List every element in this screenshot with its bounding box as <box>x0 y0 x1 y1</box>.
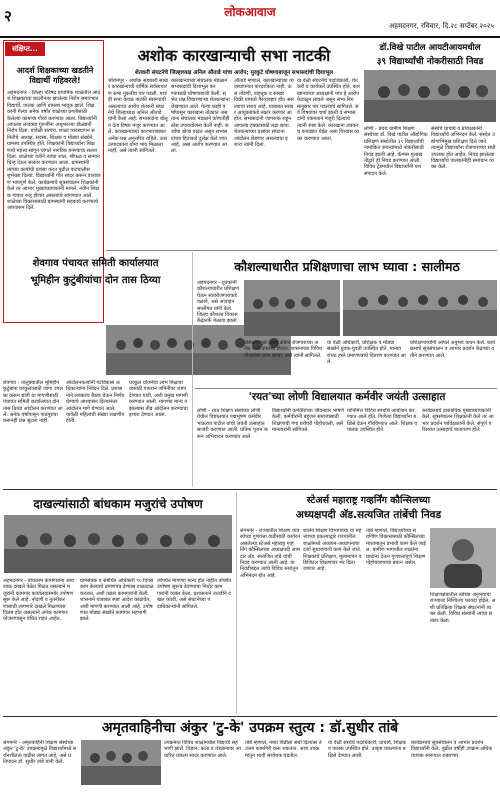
sanshipt-body: अहमदनगर - जिल्हा परिषद प्राथमिक शाळेतील आदर्श शिक्षकाच्या बदलीनंतर झालेल्या निरोप समारंभात विद्यार्थी, पालक आणि ग्रामस्थ भावूक झाले. शिक्षकांनी गेल्या अनेक वर्षांत शाळेच्या प्रगतीसाठी केलेल्या कामाचा गौरव करण्यात आला. विद्यार्थ्यांनी आपल्या लाडक्या गुरुजींना अश्रूभरल्या डोळ्यांनी निरोप दिला. यावेळी सरपंच, शाळा व्यवस्थापन समितीचे अध्यक्ष, सदस्य, शिक्षक व मोठ्या संख्येने ग्रामस्थ उपस्थित होते. शिक्षकांनी विद्यार्थ्यांना शिक्षणाचे महत्त्व सांगून चांगले नागरिक बनण्याचा सल्ला दिला. शाळेच्या वतीने त्यांचा शाल, श्रीफळ व सन्मानचिन्ह देऊन सत्कार करण्यात आला. ग्रामस्थांनी त्यांच्या कार्याची प्रशंसा करत पुढील वाटचालीस शुभेच्छा दिल्या. विद्यार्थ्यांनी गीत सादर करून वातावरण भावपूर्ण केले. कार्यक्रमाचे सूत्रसंचालन शिक्षकांनी केले तर आभार मुख्याध्यापकांनी मानले. नवीन शिक्षक गावात रुजू होणार असल्याचे सांगण्यात आले. शाळेच्या विकासासाठी ग्रामस्थांनी सहकार्य करण्याचे आश्वासन दिले. <box>7 90 101 212</box>
shevgaon-column-2: आंदोलनकर्त्यांनी गटविकास अधिकाऱ्यांना निवेदन दिले. प्रशासनाने लवकरच बैठक घेऊन निर्णय घेण्याचे आश्वासन दिल्यानंतर आंदोलन मागे घेण्यात आले. यावेळी महिलांची संख्या लक्षणीय होती. <box>66 380 125 425</box>
ashok-subhead: शेतकरी संघटनेचे जिल्हाध्यक्ष अनिल औताडे यांचा आरोप; मुरकुटे घोषणाबाजून सभासदांची दिशाभूल <box>135 70 333 76</box>
stars-headline-line1: स्टेअर्स महाराष्ट्र गव्हर्निंग कौन्सिलच्या <box>306 495 431 506</box>
kaushalya-column-3: या वेळी अधिकारी, प्रशिक्षक व मोठ्या संख्येने युवक-युवती उपस्थित होते. मान्यवरांच्या हस्ते प्रमाणपत्रांचे वितरण करण्यात आले. <box>327 340 406 366</box>
kaushalya-photo-2 <box>343 280 497 336</box>
raut-column-2: विद्यार्थ्यांनी कर्मवीरांच्या जीवनावर भाषणे केली. कर्मवीरांनी बहुजन समाजासाठी शिक्षणाची गंगा घरोघरी पोहोचवली, असे मान्यवरांनी सांगितले. <box>272 408 344 434</box>
ashok-column-1: श्रीरामपूर - अशोक सहकारी साखर कारखान्याची वार्षिक सर्वसाधारण सभा नुकतीच पार पडली. मात्र ही सभा केवळ नाटकी स्वरूपाची असल्याचा आरोप शेतकरी संघटनेचे जिल्हाध्यक्ष अनिल औताडे यांनी केला आहे. सभासदांना बोलू न देता विषय मंजूर करण्यात आले. कारखान्याच्या कारभाराबाबत अनेक प्रश्न अनुत्तरित राहिले. ऊस उत्पादकांना योग्य भाव मिळाला नाही, असे त्यांनी सांगितले. <box>108 78 168 155</box>
amrut-photo <box>81 740 161 785</box>
dakhlya-photo <box>4 515 232 573</box>
amrut-column-1: संगमनेर - अमृतवाहिनी शिक्षण संस्थेच्या अंकुर 'टु-के' उपक्रमामुळे विद्यार्थ्यांमध्ये सर्जनशीलता वाढीस लागत आहे, असे प्रतिपादन डॉ. सुधीर तांबे यांनी केले. <box>3 740 77 766</box>
stars-column-4: शिक्षणक्षेत्रातील त्यांच्या अनुभवाचा राज्याला निश्चितच फायदा होईल, अशी प्रतिक्रिया शिक्षक संघटनांनी व्यक्त केली. विविध संस्थांनी त्यांचा सत्कार केला. <box>430 592 496 624</box>
kaushalya-column-2: प्रशिक्षणामुळे उद्योग क्षेत्रात रोजगाराच्या अनेक संधी उपलब्ध होतात. शासनाच्या विविध योजनांचा लाभ घ्यावा, असे त्यांनी सांगितले. <box>244 340 323 359</box>
dakhlya-headline: दाखल्यांसाठी बांधकाम मजुरांचे उपोषण <box>33 497 203 511</box>
shevgaon-column-3: घरकुल योजनेचा लाभ मिळावा यासाठी गायरान जमिनीवर जागा देण्यात यावी, अशी प्रमुख मागणी करण्यात आली. मागण्या मान्य न झाल्यास तीव्र आंदोलन करण्याचा इशारा देण्यात आला. <box>129 380 188 419</box>
ashok-column-4: या वेळी संघटनेचे पदाधिकारी, शेतकरी व कार्यकर्ते उपस्थित होते. कारखान्याच्या अध्यक्षांनी मात्र हे आरोप फेटाळून लावले असून सभा नियमानुसार पार पडल्याचे सांगितले. सर्व विषयांवर चर्चा झाली व सभासदांनी एकमताने मंजुरी दिल्याचे त्यांनी स्पष्ट केले. कारखाना लवकरच फायद्यात येईल असा विश्वास व्यक्त करण्यात आला. <box>297 78 360 142</box>
sanshipt-tag: संक्षिप्त... <box>5 42 45 56</box>
sanshipt-title: आदर्श शिक्षकाच्या खडतीने विद्यार्थी गहिवरले! <box>16 66 94 85</box>
kaushalya-photo-1 <box>244 280 340 336</box>
raut-column-4: कार्यक्रमाचे प्रास्ताविक मुख्याध्यापकांनी केले. सूत्रसंचालन शिक्षकांनी केले तर आभार प्रदर्शन पर्यवेक्षकांनी केले. संपूर्ण परिसरात उत्साहाचे वातावरण होते. <box>422 408 494 434</box>
rule-after-ashok <box>106 250 497 251</box>
rule-before-raut <box>195 388 497 389</box>
dakhlya-column-3: जोपर्यंत मागण्या मान्य होत नाहीत तोपर्यंत उपोषण सुरूच ठेवण्याचा निर्धार कामगारांनी व्यक्त केला. प्रशासनाने तातडीने दखल घ्यावी, असे संघटनेच्या पदाधिकाऱ्यांनी सांगितले. <box>157 578 232 610</box>
dakhlya-column-1: अहमदनगर - बांधकाम कामगारांना आवश्यक दाखले वेळेत मिळत नसल्याने मजुरांनी कामगार कार्यालयासमोर उपोषण सुरू केले आहे. नोंदणी व नूतनीकरणासाठी लागणारे दाखले मिळण्यास विलंब होत असल्याने अनेक कामगार योजनांपासून वंचित राहत आहेत. <box>3 578 74 623</box>
amrut-column-2: उपक्रमात विविध शाळांमधील विद्यार्थी सहभागी झाले. विज्ञान, कला व तंत्रज्ञानावर आधारित प्रकल्प सादर करण्यात आले. <box>164 740 241 759</box>
stars-column-2: शालेय शिक्षण विभागाच्या या महत्त्वाच्या प्रकल्पाद्वारे राज्यातील शाळांमध्ये अध्ययन-अध्यापनाचा दर्जा सुधारण्याचे काम केले जाते. शिक्षकांचे प्रशिक्षण, मूल्यमापन व डिजिटल शिक्षणावर भर दिला जाणार आहे. <box>303 528 362 573</box>
kaushalya-headline: कौशल्याधारीत प्रशिक्षणाचा लाभ घ्यावा : सालीमठ <box>234 259 460 274</box>
stars-portrait <box>430 528 496 588</box>
ashok-column-3: औताडे म्हणाले, कारखान्याच्या व्यवस्थापनात पारदर्शकता नाही. ऊस तोडणी, वाहतूक व साखर विक्री यामध्ये गैरव्यवहार होत असल्याचा संशय आहे. याबाबत साखर आयुक्तांकडे तक्रार करणार आहोत. सभासदांनी जागरूक राहून आपल्या हक्कांसाठी लढा द्यावा. शेतकऱ्यांच्या प्रश्नांवर संघटना आंदोलन छेडणार असल्याचा इशारा त्यांनी दिला. <box>234 78 294 149</box>
stars-column-3: तांबे म्हणाले, विद्यार्थ्यांच्या सर्वांगीण विकासासाठी कौन्सिलच्या माध्यमातून प्रभावी काम केले जाईल. ग्रामीण भागातील शाळांना प्राधान्य देऊन गुणवत्तापूर्ण शिक्षण पोहोचवण्याचा प्रयत्न असेल. <box>366 528 426 567</box>
page-number: २ <box>4 7 12 25</box>
shevgaon-column-1: शेवगाव - तालुक्यातील भूमिहीन कुटुंबांना घरकुलासाठी जागा उपलब्ध करून द्यावी या मागणीसाठी पंचायत समिती कार्यालयात दोन तास ठिय्या आंदोलन करण्यात आले. अनेक वर्षांपासून पाठपुरावा करूनही प्रश्न सुटला नाही. <box>3 380 63 425</box>
shevgaon-headline-line2: भूमिहीन कुटुंबीयांचा दोन तास ठिय्या <box>30 275 161 286</box>
amrut-column-4: या वेळी संस्थेचे पदाधिकारी, प्राचार्य, शिक्षक व पालक उपस्थित होते. उत्कृष्ट प्रकल्पांना बक्षिसे देण्यात आली. <box>328 740 407 759</box>
dr-column-2: संस्थेचे प्राचार्य व प्रशिक्षकांनी विद्यार्थ्यांचे अभिनंदन केले. संस्थेत उद्योगाभिमुख प्रशिक्षण दिले जाते त्यामुळे विद्यार्थ्यांना रोजगाराच्या संधी उपलब्ध होत आहेत. निवड झालेल्या विद्यार्थ्यांचे पालकांनीही समाधान व्यक्त केले. <box>431 126 496 171</box>
amrut-column-5: कार्यक्रमाचे सूत्रसंचालन व आभार प्रदर्शन विद्यार्थ्यांनी केले. पुढील वर्षीही उपक्रम अधिक व्यापक स्वरूपात राबवणार. <box>411 740 493 759</box>
rule-vertical-mid <box>192 252 193 487</box>
stars-column-1: संगमनेर - राज्यातील शिक्षण व्यवस्थेच्या गुणवत्ता वाढीसाठी कार्यरत असलेल्या स्टेअर्स महाराष्ट्र गव्हर्निंग कौन्सिलच्या अध्यक्षपदी आमदार अ‍ॅड. सत्यजित तांबे यांची निवड करण्यात आली आहे. या निवडीबद्दल त्यांचे विविध स्तरांतून अभिनंदन होत आहे. <box>240 528 300 579</box>
amrut-headline: अमृतवाहिनीचा अंकुर 'टु-के' उपक्रम स्तुत्य : डॉ.सुधीर तांबे <box>101 720 399 736</box>
sanshipt-header-space <box>47 42 101 62</box>
issue-date: अहमदनगर, रविवार, दि.२८ सप्टेंबर २०२५ <box>388 22 494 30</box>
dr-headline-line2: ३९ विद्यार्थ्यांची नोकरीसाठी निवड <box>376 57 484 67</box>
ashok-column-2: कारखान्याच्या संचालक मंडळाने सभासदांची दिशाभूल करण्यासाठी घोषणाबाजी केली. सभेत प्रश्न विचारणाऱ्या शेतकऱ्यांना रोखण्यात आले. गेल्या काही वर्षांपासून कारखाना तोट्यात असताना संचालक मंडळाने कोणतीही ठोस उपाययोजना केली नाही. कर्जाचा बोजा वाढत असून सभासदांच्या हिताकडे दुर्लक्ष केले जात आहे, असा आरोप करण्यात आला. <box>171 78 230 155</box>
dakhlya-column-2: ग्रामसेवक व संबंधित अधिकारी ९० दिवस काम केल्याचे प्रमाणपत्र देण्यास टाळाटाळ करतात, अशी तक्रार कामगारांनी केली. शासनाने याबाबत स्पष्ट आदेश काढावेत, अशी मागणी करण्यात आली आहे. उपोषणात मोठ्या संख्येने कामगार सहभागी झाले. <box>80 578 154 623</box>
rule-before-bottom-section <box>3 489 497 490</box>
kaushalya-column-1: अहमदनगर - युवकांनी कौशल्याधारीत प्रशिक्षण घेऊन स्वयंरोजगाराकडे वळावे, असे आवाहन सालीमठ यांनी केले. जिल्हा कौशल्य विकास केंद्रातर्फे मेळावा झाला. <box>197 280 239 325</box>
amrut-column-3: तांबे म्हणाले, नव्या पिढीला संधी दिल्यास ते उत्तम कामगिरी करू शकतात. अशा उपक्रमांतून भावी संशोधक घडतील. <box>245 740 322 759</box>
kaushalya-column-4: प्रशिक्षणार्थ्यांनी आपले अनुभव कथन केले. कार्यक्रमाचे सूत्रसंचालन व आभार प्रदर्शन केंद्राच्या वतीने करण्यात आले. <box>410 340 496 359</box>
masthead-rule <box>0 36 500 38</box>
shevgaon-headline-line1: शेवगाव पंचायत समिती कार्यालयात <box>32 258 159 269</box>
raut-headline: 'रयत'च्या लोणी विद्यालयात कर्मवीर जयंती उत्साहात <box>248 391 446 403</box>
stars-headline-line2: अध्यक्षपदी अ‍ॅड.सत्यजित तांबेंची निवड <box>295 509 442 521</box>
rule-vertical-bottom <box>236 492 237 714</box>
rule-before-amrut <box>3 716 497 717</box>
paper-name: लोकआवाज <box>224 5 276 19</box>
dr-headline-line1: डॉ.विखे पाटील आयटीआयमधील <box>379 43 481 53</box>
raut-column-3: यानिमित्त विविध स्पर्धांचे आयोजन करण्यात आले होते. विजेत्या विद्यार्थ्यांना बक्षिसे देऊन गौरविण्यात आले. शिक्षक व पालक उपस्थित होते. <box>347 408 418 434</box>
raut-column-1: लोणी - रयत शिक्षण संस्थेच्या लोणी येथील विद्यालयात पद्मभूषण कर्मवीर भाऊराव पाटील यांची जयंती उत्साहात साजरी करण्यात आली. प्रतिमा पूजन करून अभिवादन करण्यात आले. <box>197 408 268 440</box>
dr-photo <box>364 70 496 122</box>
dr-column-1: लोणी - प्रवरा ग्रामीण शिक्षण संस्थेच्या डॉ. विखे पाटील औद्योगिक प्रशिक्षण संस्थेतील ३९ विद्यार्थ्यांची नामांकित कंपन्यांमध्ये नोकरीसाठी निवड झाली आहे. कॅम्पस मुलाखतीद्वारे ही निवड करण्यात आली. विविध ट्रेडमधील विद्यार्थ्यांनी यश संपादन केले. <box>364 126 428 177</box>
masthead <box>0 0 500 40</box>
ashok-headline: अशोक कारखान्याची सभा नाटकी <box>137 46 331 65</box>
